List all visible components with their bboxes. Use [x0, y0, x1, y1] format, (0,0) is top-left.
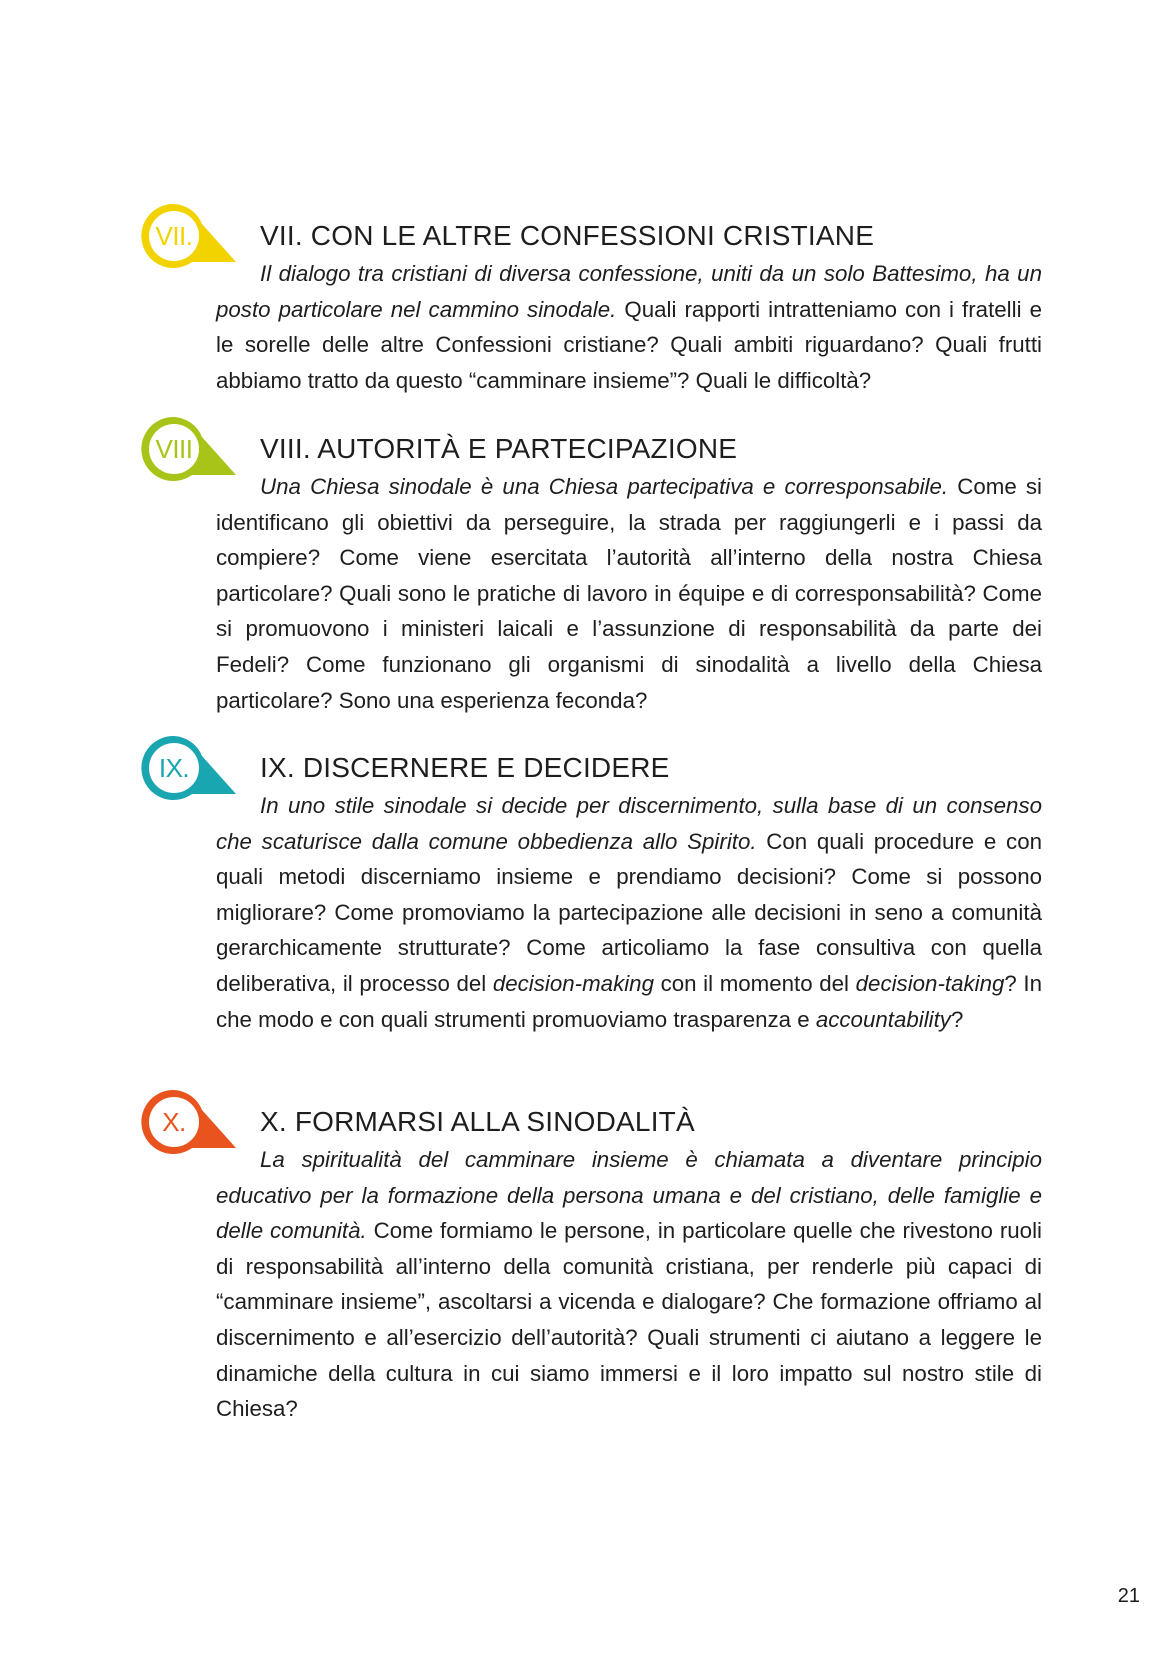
section-body — [216, 256, 1042, 398]
section-lead: La spiritualità del camminare insieme è chiamata a diventare principio educativo per la formazione della persona umana e del cristiano, delle famiglie e delle comunità. — [216, 1147, 1042, 1244]
page-number: 21 — [1117, 1585, 1140, 1607]
section-lead: Una Chiesa sinodale è una Chiesa partecipativa e corresponsabile. — [260, 474, 949, 499]
section-title: VIII. AUTORITÀ E PARTECIPAZIONE — [260, 433, 738, 464]
section-body — [216, 1142, 1042, 1427]
section-emphasis: decision-making — [492, 970, 654, 996]
section-title: X. FORMARSI ALLA SINODALITÀ — [260, 1106, 695, 1137]
section-text: Quali rapporti intratteniamo con i fratelli e le sorelle delle altre Confessioni cristiane? Quali ambiti riguardano? Quali frutti abbiamo tratto da questo “camminare insieme”? Quali le difficoltà? — [216, 296, 1042, 393]
section-text: Come si identificano gli obiettivi da perseguire, la strada per raggiungerli e i passi da compiere? Come viene esercitata l’autorità all’interno della nostra Chiesa particolare? Quali sono le pratiche di lavoro in équipe e di corresponsabilità? Come si promuovono i ministeri laicali e l’assunzione di responsabilità da parte dei Fedeli? Come funzionano gli organismi di sinodalità a livello della Chiesa particolare? Sono una esperienza feconda? — [216, 474, 1042, 713]
section-lead: In uno stile sinodale si decide per discernimento, sulla base di un consenso che scaturisce dalla comune obbedienza allo Spirito. — [216, 793, 1042, 854]
section-text: con il momento del — [653, 970, 856, 996]
section-text: ? — [950, 1006, 964, 1032]
section-text: Come formiamo le persone, in particolare quelle che rivestono ruoli di responsabilità all’interno della comunità cristiana, per renderle più capaci di “camminare insieme”, ascoltarsi a vicenda e dialogare? Che formazione offriamo al discernimento e all’esercizio dell’autorità? Quali strumenti ci aiutano a leggere le dinamiche della cultura in cui siamo immersi e il loro impatto sul nostro stile di Chiesa? — [216, 1218, 1042, 1422]
section-emphasis: decision-taking — [855, 970, 1005, 996]
section-numeral: X. — [162, 1107, 186, 1137]
section-text: Con quali procedure e con quali metodi discerniamo insieme e prendiamo decisioni? Come si possono migliorare? Come promoviamo la partecipazione alle decisioni in seno a comunità gerarchicamente strutturate? Come articoliamo la fase consultiva con quella deliberativa, il processo del — [216, 828, 1042, 996]
section-emphasis: accountability — [815, 1006, 951, 1032]
section-numeral: VIII — [155, 434, 193, 464]
section-body — [216, 469, 1042, 718]
section-title: VII. CON LE ALTRE CONFESSIONI CRISTIANE — [260, 220, 875, 251]
section-numeral: IX. — [158, 753, 190, 783]
section-lead: Il dialogo tra cristiani di diversa confessione, uniti da un solo Battesimo, ha un posto particolare nel cammino sinodale. — [216, 261, 1042, 322]
section-text: ? In che modo e con quali strumenti promuoviamo trasparenza e — [216, 970, 1042, 1032]
section-body — [216, 788, 1042, 1037]
section-title: IX. DISCERNERE E DECIDERE — [260, 752, 670, 783]
section-numeral: VII. — [155, 221, 193, 251]
